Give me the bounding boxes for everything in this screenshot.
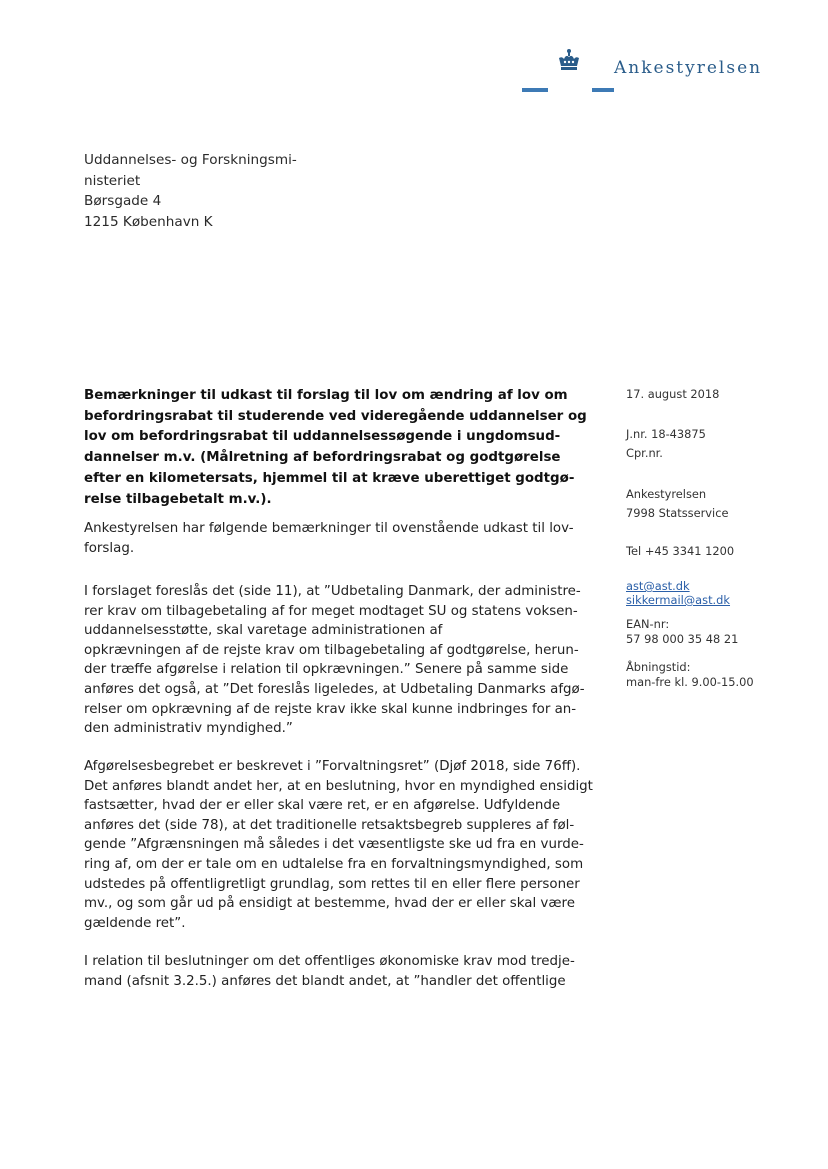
paragraph-line: Ankestyrelsen har følgende bemærkninger til ovenstående udkast til lov- xyxy=(84,521,574,536)
paragraph-line: udstedes på offentligretligt grundlag, som rettes til en eller flere personer xyxy=(84,876,580,892)
sender-org: Ankestyrelsen xyxy=(626,487,707,501)
subject-line: relse tilbagebetalt m.v.). xyxy=(84,491,272,507)
recipient-line: Børsgade 4 xyxy=(84,193,162,209)
recipient-line: nisteriet xyxy=(84,172,141,189)
sender-address: 7998 Statsservice xyxy=(626,506,729,520)
paragraph-line: mv., og som går ud på ensidigt at bestemme, hvad der er eller skal være xyxy=(84,896,575,912)
paragraph-line: anføres det også, at ”Det foreslås ligeledes, at Udbetaling Danmarks afgø- xyxy=(84,681,585,697)
crown-icon xyxy=(556,48,582,74)
journal-number: J.nr. 18-43875 xyxy=(626,427,706,441)
paragraph-line: ring af, om der er tale om en udtalelse fra en forvaltningsmyndighed, som xyxy=(84,856,584,872)
paragraph-line: opkrævningen af de rejste krav om tilbagebetaling af godtgørelse, herun- xyxy=(84,642,579,658)
subject-line: Bemærkninger til udkast til forslag til lov om ændring af lov om xyxy=(84,388,568,403)
paragraph-line: mand (afsnit 3.2.5.) anføres det blandt andet, at ”handler det offentlige xyxy=(84,973,566,989)
paragraph-line: rer krav om tilbagebetaling af for meget modtaget SU og statens voksen- xyxy=(84,603,578,619)
recipient-line: Uddannelses- og Forskningsmi- xyxy=(84,152,297,168)
ean-value: 57 98 000 35 48 21 xyxy=(626,632,739,646)
paragraph-line: gende ”Afgrænsningen må således i det væsentligste ske ud fra en vurde- xyxy=(84,837,584,853)
letter-subject xyxy=(84,386,604,510)
paragraph-line: den administrativ myndighed.” xyxy=(84,721,293,737)
paragraph-line: I relation til beslutninger om det offentliges økonomiske krav mod tredje- xyxy=(84,954,575,969)
subject-line: efter en kilometersats, hjemmel til at kræve uberettiget godtgø- xyxy=(84,470,575,486)
agency-logo xyxy=(518,48,808,98)
opening-hours-value: man-fre kl. 9.00-15.00 xyxy=(626,675,754,689)
paragraph-line: anføres det (side 78), at det traditionelle retsaktsbegreb suppleres af føl- xyxy=(84,817,575,833)
paragraph-line: I forslaget foreslås det (side 11), at ”Udbetaling Danmark, der administre- xyxy=(84,584,581,599)
paragraph-line: Det anføres blandt andet her, at en beslutning, hvor en myndighed ensidigt xyxy=(84,778,593,794)
secure-email-link[interactable]: sikkermail@ast.dk xyxy=(626,593,731,607)
paragraph-line: der træffe afgørelse i relation til opkrævningen.” Senere på samme side xyxy=(84,662,569,678)
subject-line: dannelser m.v. (Målretning af befordringsrabat og godtgørelse xyxy=(84,450,561,466)
recipient-line: 1215 København K xyxy=(84,213,213,230)
sender-phone: Tel +45 3341 1200 xyxy=(626,544,735,558)
paragraph-line: fastsætter, hvad der er eller skal være ret, er en afgørelse. Udfyldende xyxy=(84,798,561,814)
paragraph-line: relser om opkrævning af de rejste krav ikke skal kunne indbringes for an- xyxy=(84,701,577,717)
email-link[interactable]: ast@ast.dk xyxy=(626,579,690,593)
letter-date: 17. august 2018 xyxy=(626,387,720,401)
cpr-number: Cpr.nr. xyxy=(626,446,663,460)
logo-bar-left xyxy=(522,88,548,92)
paragraph-intro xyxy=(84,519,609,558)
paragraph-line: gældende ret”. xyxy=(84,915,186,931)
paragraph-line: Afgørelsesbegrebet er beskrevet i ”Forvaltningsret” (Djøf 2018, side 76ff). xyxy=(84,759,581,774)
paragraph-economic-claims xyxy=(84,952,609,991)
logo-bar-right xyxy=(592,88,614,92)
subject-line: lov om befordringsrabat til uddannelsessøgende i ungdomsud- xyxy=(84,429,561,445)
paragraph-line: forslag. xyxy=(84,540,135,556)
agency-name: Ankestyrelsen xyxy=(614,58,763,78)
paragraph-line: uddannelsesstøtte, skal varetage administrationen af xyxy=(84,623,443,639)
opening-hours-label: Åbningstid: xyxy=(626,660,691,674)
ean-label: EAN-nr: xyxy=(626,617,670,631)
paragraph-proposal xyxy=(84,582,609,739)
paragraph-decision-concept xyxy=(84,757,609,933)
recipient-address xyxy=(84,150,297,232)
subject-line: befordringsrabat til studerende ved videregående uddannelser og xyxy=(84,408,587,424)
